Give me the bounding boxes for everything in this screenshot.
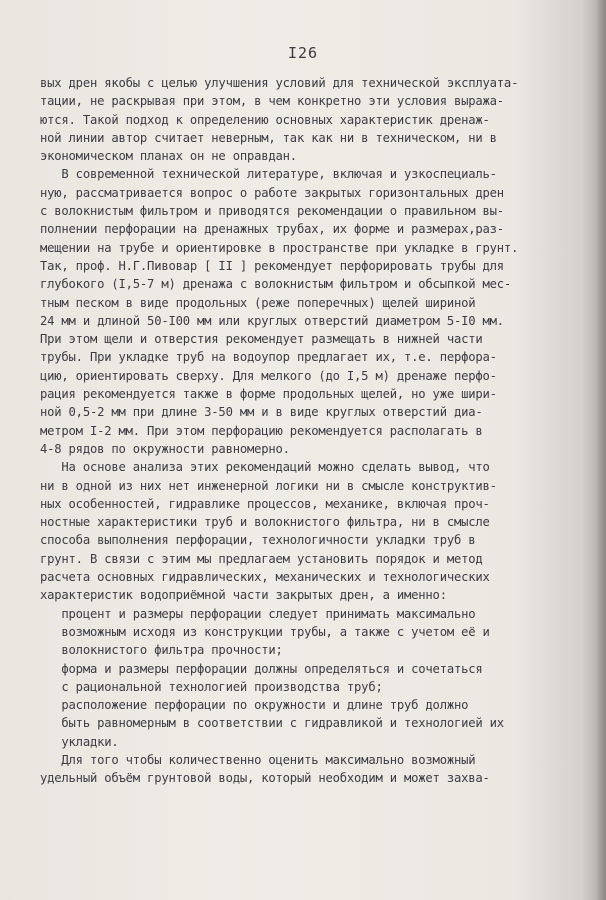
text-line: Для того чтобы количественно оценить максимально возможный [40,752,476,767]
text-line: 24 мм и длиной 50-I00 мм или круглых отверстий диаметром 5-I0 мм. [40,313,504,328]
text-line: В современной технической литературе, включая и узкоспециаль- [40,167,497,182]
text-line: мещении на трубе и ориентировке в пространстве при укладке в грунт. [40,240,519,255]
text-line: метром I-2 мм. При этом перфорацию рекомендуется располагать в [40,423,483,438]
text-line: быть равномерным в соответствии с гидравликой и технологией их [40,716,504,731]
text-line: На основе анализа этих рекомендаций можно сделать вывод, что [40,460,490,475]
text-line: ной 0,5-2 мм при длине 3-50 мм и в виде круглых отверстий диа- [40,405,483,420]
text-line: полнении перфорации на дренажных трубах, их форме и размерах,раз- [40,222,504,237]
text-line: экономическом планах он не оправдан. [40,149,297,164]
text-line: 4-8 рядов по окружности равномерно. [40,441,290,456]
text-line: укладки. [40,734,119,749]
text-line: расчета основных гидравлических, механических и технологических [40,570,490,585]
text-line: трубы. При укладке труб на водоупор предлагает их, т.е. перфора- [40,350,497,365]
text-line: волокнистого фильтра прочности; [40,643,283,658]
text-line: При этом щели и отверстия рекомендует размещать в нижней части [40,332,483,347]
text-line: цию, ориентировать сверху. Для мелкого (до I,5 м) дренаже перфо- [40,368,497,383]
text-line: Так, проф. Н.Г.Пивовар [ II ] рекомендует перфорировать трубы для [40,258,504,273]
text-line: ностные характеристики труб и волокнистого фильтра, ни в смысле [40,515,490,530]
text-line: характеристик водоприёмной части закрытых дрен, а именно: [40,588,447,603]
text-line: тным песком в виде продольных (реже поперечных) щелей шириной [40,295,476,310]
page-edge-shadow [596,0,606,900]
text-line: расположение перфорации по окружности и длине труб должно [40,698,469,713]
text-line: удельный объём грунтовой воды, который необходим и может захва- [40,771,490,786]
text-line: форма и размеры перфорации должны определяться и сочетаться [40,661,483,676]
text-line: рация рекомендуется также в форме продольных щелей, но уже шири- [40,387,497,402]
text-line: процент и размеры перфорации следует принимать максимально [40,606,476,621]
text-line: ных особенностей, гидравлике процессов, механике, включая проч- [40,496,490,511]
text-line: с волокнистым фильтром и приводятся рекомендации о правильном вы- [40,204,504,219]
body-text [40,74,570,788]
text-line: ются. Такой подход к определению основных характеристик дренаж- [40,112,490,127]
text-line: способа выполнения перфорации, технологичности укладки труб в [40,533,476,548]
text-line: глубокого (I,5-7 м) дренажа с волокнистым фильтром и обсыпкой мес- [40,277,512,292]
text-line: с рациональной технологией производства труб; [40,679,383,694]
text-line: ни в одной из них нет инженерной логики ни в смысле конструктив- [40,478,497,493]
text-line: возможным исходя из конструкции трубы, а также с учетом её и [40,624,490,639]
page-number: I26 [287,44,319,62]
text-line: тации, не раскрывая при этом, в чем конкретно эти условия выража- [40,94,504,109]
text-line: ной линии автор считает неверным, так как ни в техническом, ни в [40,130,497,145]
text-line: вых дрен якобы с целью улучшения условий для технической эксплуата- [40,76,519,90]
text-line: ную, рассматривается вопрос о работе закрытых горизонтальных дрен [40,185,504,200]
text-line: грунт. В связи с этим мы предлагаем установить порядок и метод [40,551,483,566]
